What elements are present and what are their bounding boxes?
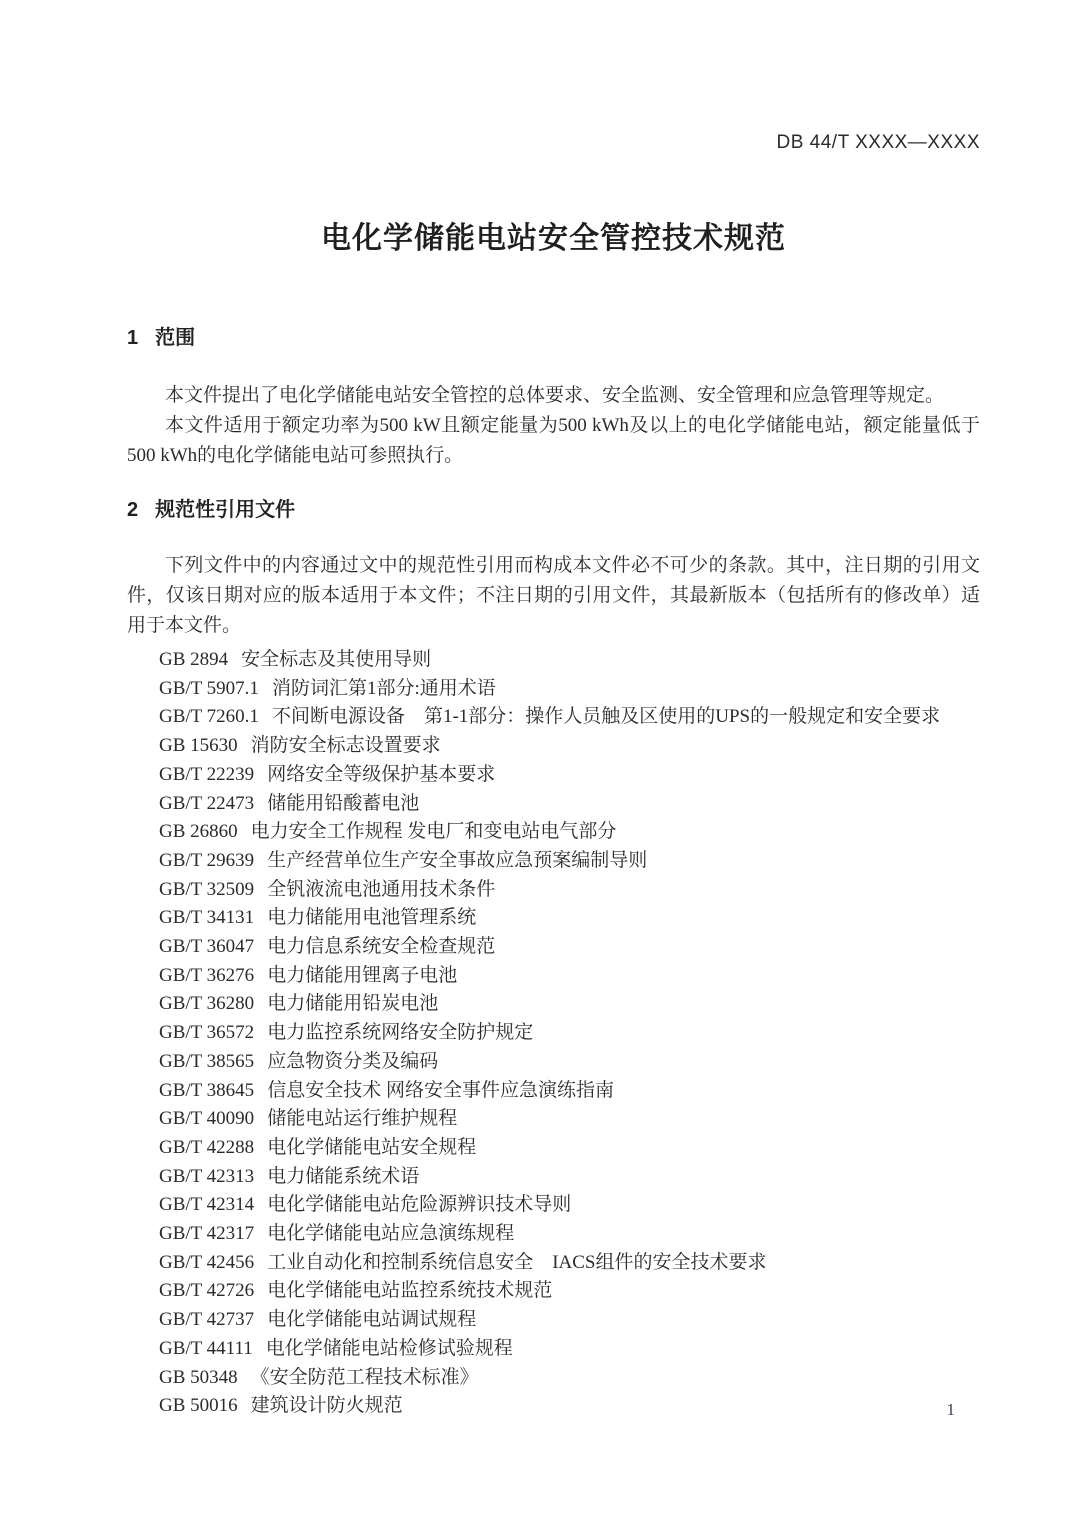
section-2-heading xyxy=(127,497,980,523)
reference-title: 电化学储能电站调试规程 xyxy=(267,1309,477,1331)
reference-item xyxy=(159,933,980,962)
reference-title: 电化学储能电站危险源辨识技术导则 xyxy=(267,1194,572,1216)
reference-code: GB/T 40090 xyxy=(159,1108,255,1130)
reference-item xyxy=(159,1392,980,1421)
reference-code: GB/T 36276 xyxy=(159,964,255,986)
reference-title: 电力储能用铅炭电池 xyxy=(267,993,439,1015)
reference-title: 电力储能系统术语 xyxy=(267,1165,420,1187)
document-content xyxy=(127,0,980,1421)
reference-title: 安全标志及其使用导则 xyxy=(241,649,432,670)
reference-title: 《安全防范工程技术标准》 xyxy=(250,1366,479,1388)
reference-code: GB/T 42737 xyxy=(159,1309,255,1331)
reference-code: GB/T 42726 xyxy=(159,1280,255,1302)
reference-title: 建筑设计防火规范 xyxy=(250,1395,403,1417)
reference-code: GB/T 36280 xyxy=(159,993,255,1015)
reference-code: GB/T 42313 xyxy=(159,1165,255,1187)
reference-item xyxy=(159,1306,980,1335)
reference-code: GB/T 32509 xyxy=(159,878,255,900)
reference-item xyxy=(159,962,980,991)
reference-code: GB 2894 xyxy=(159,649,229,670)
reference-item xyxy=(159,904,980,933)
reference-item xyxy=(159,1134,980,1163)
page-number: 1 xyxy=(946,1400,955,1419)
reference-code: GB/T 36572 xyxy=(159,1022,255,1044)
reference-code: GB/T 29639 xyxy=(159,849,255,871)
page-footer xyxy=(947,1400,956,1420)
reference-code: GB/T 5907.1 xyxy=(159,677,259,699)
reference-code: GB/T 34131 xyxy=(159,907,255,929)
reference-item xyxy=(159,1335,980,1364)
section-2-label: 规范性引用文件 xyxy=(155,499,296,521)
reference-item xyxy=(159,1249,980,1278)
reference-item xyxy=(159,818,980,847)
reference-item xyxy=(159,646,980,675)
reference-title: 电力储能用锂离子电池 xyxy=(267,964,458,986)
reference-code: GB/T 36047 xyxy=(159,936,255,958)
reference-item xyxy=(159,761,980,790)
section-1-label: 范围 xyxy=(155,327,196,349)
section-1-number: 1 xyxy=(127,327,139,349)
reference-title: 消防词汇第1部分:通用术语 xyxy=(271,677,496,699)
reference-title: 生产经营单位生产安全事故应急预案编制导则 xyxy=(267,849,648,871)
reference-title: 电力储能用电池管理系统 xyxy=(267,907,477,929)
reference-code: GB/T 22473 xyxy=(159,792,255,814)
normative-references-intro: 下列文件中的内容通过文中的规范性引用而构成本文件必不可少的条款。其中，注日期的引用文件，仅该日期对应的版本适用于本文件；不注日期的引用文件，其最新版本（包括所有的修改单）适用于本文件。 xyxy=(127,555,980,636)
reference-title: 电力监控系统网络安全防护规定 xyxy=(267,1022,534,1044)
section-2-number: 2 xyxy=(127,499,139,521)
document-title: 电化学储能电站安全管控技术规范 xyxy=(321,222,786,255)
reference-item xyxy=(159,1077,980,1106)
reference-code: GB/T 38645 xyxy=(159,1079,255,1101)
reference-item xyxy=(159,990,980,1019)
reference-code: GB/T 42314 xyxy=(159,1194,255,1216)
reference-item xyxy=(159,1277,980,1306)
reference-item xyxy=(159,876,980,905)
reference-item xyxy=(159,1163,980,1192)
reference-code: GB 50016 xyxy=(159,1395,238,1417)
reference-title: 网络安全等级保护基本要求 xyxy=(267,763,496,785)
reference-item xyxy=(159,790,980,819)
reference-title: 工业自动化和控制系统信息安全 IACS组件的安全技术要求 xyxy=(267,1251,767,1273)
reference-code: GB/T 42288 xyxy=(159,1136,255,1158)
reference-code: GB/T 42456 xyxy=(159,1251,255,1273)
reference-code: GB 26860 xyxy=(159,821,238,843)
reference-code: GB/T 44111 xyxy=(159,1337,253,1359)
reference-title: 储能电站运行维护规程 xyxy=(267,1108,458,1130)
reference-title: 电力信息系统安全检查规范 xyxy=(267,936,496,958)
reference-item xyxy=(159,1364,980,1393)
reference-title: 储能用铅酸蓄电池 xyxy=(267,792,420,814)
reference-item xyxy=(159,675,980,704)
reference-title: 消防安全标志设置要求 xyxy=(250,735,441,757)
reference-title: 不间断电源设备 第1-1部分：操作人员触及区使用的UPS的一般规定和安全要求 xyxy=(271,706,941,728)
reference-item xyxy=(159,1019,980,1048)
reference-item xyxy=(159,1105,980,1134)
reference-title: 电化学储能电站监控系统技术规范 xyxy=(267,1280,553,1302)
reference-title: 全钒液流电池通用技术条件 xyxy=(267,878,496,900)
reference-title: 电化学储能电站应急演练规程 xyxy=(267,1223,515,1245)
reference-item xyxy=(159,1048,980,1077)
scope-paragraph-2: 本文件适用于额定功率为500 kW且额定能量为500 kWh及以上的电化学储能电站，额定能量低于500 kWh的电化学储能电站可参照执行。 xyxy=(127,415,980,466)
standard-number: DB 44/T XXXX—XXXX xyxy=(776,132,980,153)
reference-list xyxy=(159,646,980,1421)
reference-code: GB/T 38565 xyxy=(159,1050,255,1072)
reference-title: 电化学储能电站检修试验规程 xyxy=(265,1337,513,1359)
reference-item xyxy=(159,732,980,761)
reference-code: GB/T 42317 xyxy=(159,1223,255,1245)
reference-item xyxy=(159,1191,980,1220)
reference-title: 电力安全工作规程 发电厂和变电站电气部分 xyxy=(250,821,617,843)
reference-code: GB 15630 xyxy=(159,735,238,757)
reference-code: GB/T 7260.1 xyxy=(159,706,259,728)
reference-code: GB/T 22239 xyxy=(159,763,255,785)
reference-code: GB 50348 xyxy=(159,1366,238,1388)
reference-title: 电化学储能电站安全规程 xyxy=(267,1136,477,1158)
reference-item xyxy=(159,703,980,732)
scope-paragraph-1: 本文件提出了电化学储能电站安全管控的总体要求、安全监测、安全管理和应急管理等规定。 xyxy=(165,385,945,406)
reference-item xyxy=(159,1220,980,1249)
reference-title: 信息安全技术 网络安全事件应急演练指南 xyxy=(267,1079,614,1101)
reference-item xyxy=(159,847,980,876)
reference-title: 应急物资分类及编码 xyxy=(267,1050,439,1072)
section-1-heading xyxy=(127,325,980,351)
